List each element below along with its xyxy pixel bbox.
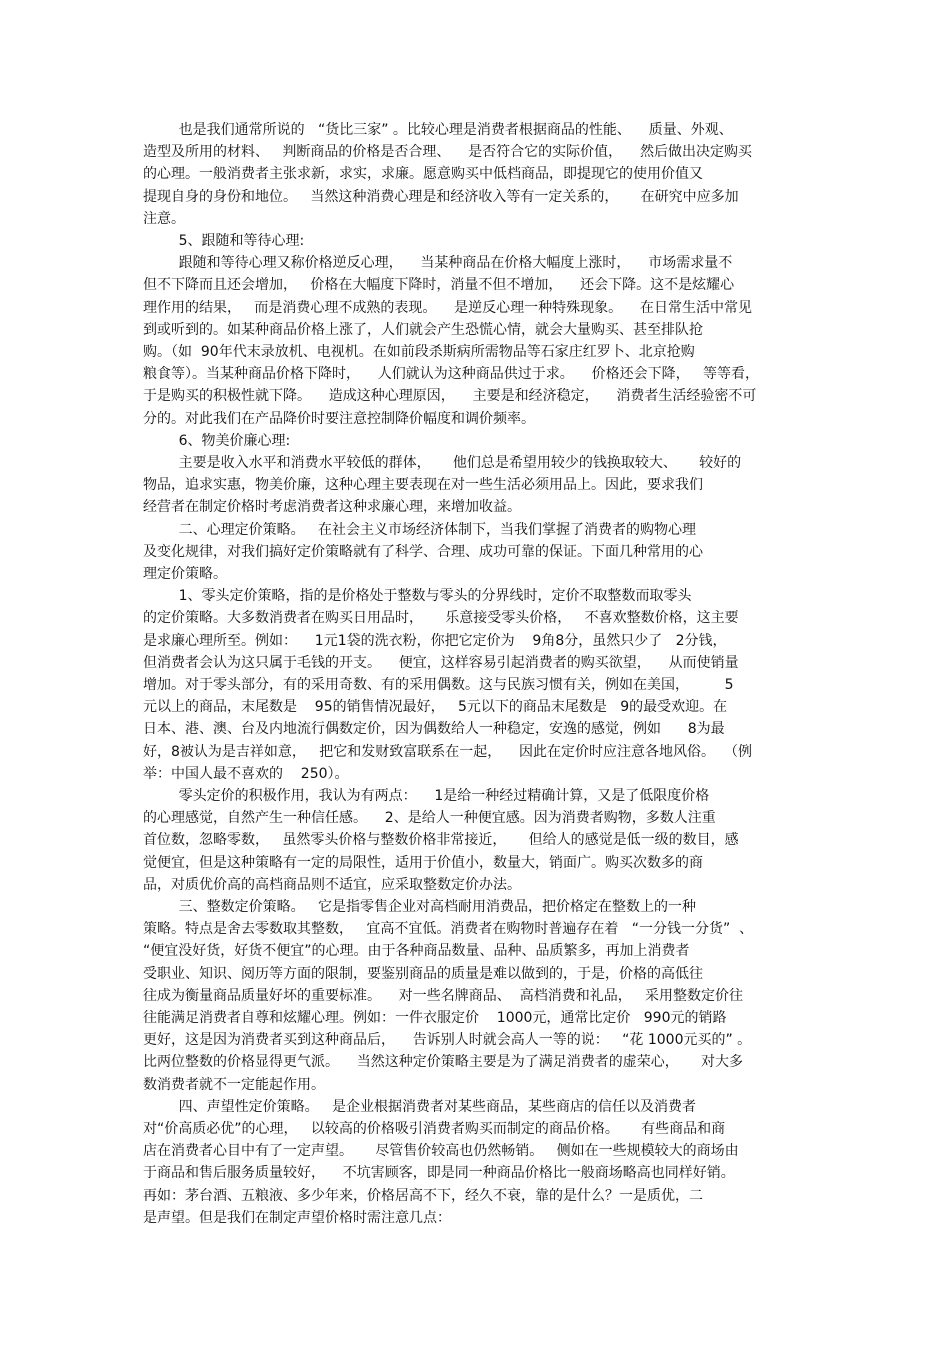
text-line: 比两位整数的价格显得更气派。 当然这种定价策略主要是为了满足消费者的虚荣心， 对大多 [143,1054,744,1071]
text-line: 5、跟随和等待心理: [143,233,305,249]
text-line: 品，对质优价高的高档商品则不适宜，应采取整数定价办法。 [143,876,521,893]
text-line: 于商品和售后服务质量较好， 不坑害顾客，即是同一种商品价格比一般商场略高也同样好销。 [143,1165,735,1182]
text-line: 是声望。但是我们在制定声望价格时需注意几点： [143,1209,451,1226]
text-line: 举：中国人最不喜欢的 250）。 [143,765,349,782]
text-line: 理作用的结果， 而是消费心理不成熟的表现。 是逆反心理一种特殊现象。 在日常生活中常见 [143,299,752,316]
text-line: 再如：茅台酒、五粮液、多少年来，价格居高不下，经久不衰，靠的是什么？一是质优，二 [143,1187,703,1204]
text-line: 往成为衡量商品质量好坏的重要标准。 对一些名牌商品、 高档消费和礼品， 采用整数定价往 [143,987,744,1004]
text-line: 6、物美价廉心理: [143,432,291,449]
text-line: 店在消费者心目中有了一定声望。 尽管售价较高也仍然畅销。 侧如在一些规模较大的商场由 [143,1143,739,1160]
text-line: 但不下降而且还会增加， 价格在大幅度下降时，消量不但不增加， 还会下降。这不是炫耀心 [143,277,735,294]
text-line: 往能满足消费者自尊和炫耀心理。例如：一件衣服定价 1000元，通常比定价 990元的销路 [143,1010,727,1026]
text-line: 四、声望性定价策略。 是企业根据消费者对某些商品，某些商店的信任以及消费者 [143,1098,696,1115]
text-line: 于是购买的积极性就下降。 造成这种心理原因， 主要是和经济稳定， 消费者生活经验密不可 [143,388,757,405]
text-line: 的心理感觉，自然产生一种信任感。 2、是给人一种便宜感。因为消费者购物，多数人注重 [143,810,716,827]
text-line: 对“价高质必优”的心理， 以较高的价格吸引消费者购买而制定的商品价格。 有些商品和商 [143,1121,726,1137]
text-line: 跟随和等待心理又称价格逆反心理， 当某种商品在价格大幅度上涨时， 市场需求量不 [143,255,733,272]
text-line: 到或听到的。如某种商品价格上涨了，人们就会产生恐慌心情，就会大量购买、甚至排队抢 [143,321,703,338]
text-line: 增加。对于零头部分，有的采用奇数、有的采用偶数。这与民族习惯有关，例如在美国， 5 [143,677,734,693]
text-line: 是求廉心理所至。例如： 1元1袋的洗衣粉，你把它定价为 9角8分，虽然只少了 2分钱， [143,632,727,649]
text-line: 主要是收入水平和消费水平较低的群体， 他们总是希望用较少的钱换取较大、 较好的 [143,455,742,471]
text-line: 三、整数定价策略。 它是指零售企业对高档耐用消费品，把价格定在整数上的一种 [143,899,696,915]
text-line: 物品，追求实惠，物美价廉，这种心理主要表现在对一些生活必须用品上。因此，要求我们 [143,477,703,494]
text-line: 策略。特点是舍去零数取其整数， 宜高不宜低。消费者在购物时普遍存在着 “一分钱一分货” 、 [143,921,754,938]
text-line: 的定价策略。大多数消费者在购买日用品时， 乐意接受零头价格， 不喜欢整数价格，这主要 [143,610,739,627]
text-line: 也是我们通常所说的 “货比三家” 。比较心理是消费者根据商品的性能、 质量、外观、 [143,122,733,138]
text-line: 日本、港、澳、台及内地流行偶数定价，因为偶数给人一种稳定，安逸的感觉，例如 8为最 [143,721,725,738]
text-line: 粮食等）。当某种商品价格下降时， 人们就认为这种商品供过于求。 价格还会下降， 等等看， [143,366,759,383]
text-line: 觉便宜，但是这种策略有一定的局限性，适用于价值小，数量大，销面广。购买次数多的商 [143,854,703,871]
text-line: 元以上的商品，末尾数是 95的销售情况最好， 5元以下的商品末尾数是 9的最受欢迎。在 [143,699,728,716]
text-line: 提现自身的身份和地位。 当然这种消费心理是和经济收入等有一定关系的， 在研究中应多加 [143,188,739,205]
text-line: 及变化规律，对我们搞好定价策略就有了科学、合理、成功可靠的保证。下面几种常用的心 [143,543,703,560]
text-line: 但消费者会认为这只属于毛钱的开支。 便宜，这样容易引起消费者的购买欲望， 从而使销量 [143,654,739,671]
text-line: 经营者在制定价格时考虑消费者这种求廉心理，来增加收益。 [143,499,521,516]
text-line: 1、零头定价策略，指的是价格处于整数与零头的分界线时，定价不取整数而取零头 [143,588,692,605]
text-line: 零头定价的积极作用，我认为有两点： 1是给一种经过精确计算，又是了低限度价格 [143,788,710,804]
text-line: 数消费者就不一定能起作用。 [143,1076,325,1093]
text-line: 的心理。一般消费者主张求新，求实，求廉。愿意购买中低档商品，即提现它的使用价值又 [143,166,703,183]
text-line: 好，8被认为是吉祥如意， 把它和发财致富联系在一起， 因此在定价时应注意各地风俗。 （例 [143,743,752,760]
text-line: 购。（如 90年代末录放机、电视机。在如前段杀斯病所需物品等石家庄红罗卜、北京抢购 [143,344,695,360]
text-line: 受职业、知识、阅历等方面的限制，要鉴别商品的质量是难以做到的，于是，价格的高低往 [143,965,703,982]
text-line: 二、心理定价策略。 在社会主义市场经济体制下，当我们掌握了消费者的购物心理 [143,521,696,538]
text-line: 注意。 [143,210,185,227]
text-line: 更好，这是因为消费者买到这种商品后， 告诉别人时就会高人一等的说： “花 1000元买的” 。 [143,1032,752,1049]
text-line: 首位数，忽略零数， 虽然零头价格与整数价格非常接近， 但给人的感觉是低一级的数目，感 [143,832,739,849]
text-line: 理定价策略。 [143,566,227,582]
text-line: 分的。对此我们在产品降价时要注意控制降价幅度和调价频率。 [143,410,535,427]
text-line: “便宜没好货，好货不便宜”的心理。由于各种商品数量、品种、品质繁多，再加上消费者 [143,943,690,960]
text-line: 造型及所用的材料、 判断商品的价格是否合理、 是否符合它的实际价值， 然后做出决定购买 [143,144,752,161]
